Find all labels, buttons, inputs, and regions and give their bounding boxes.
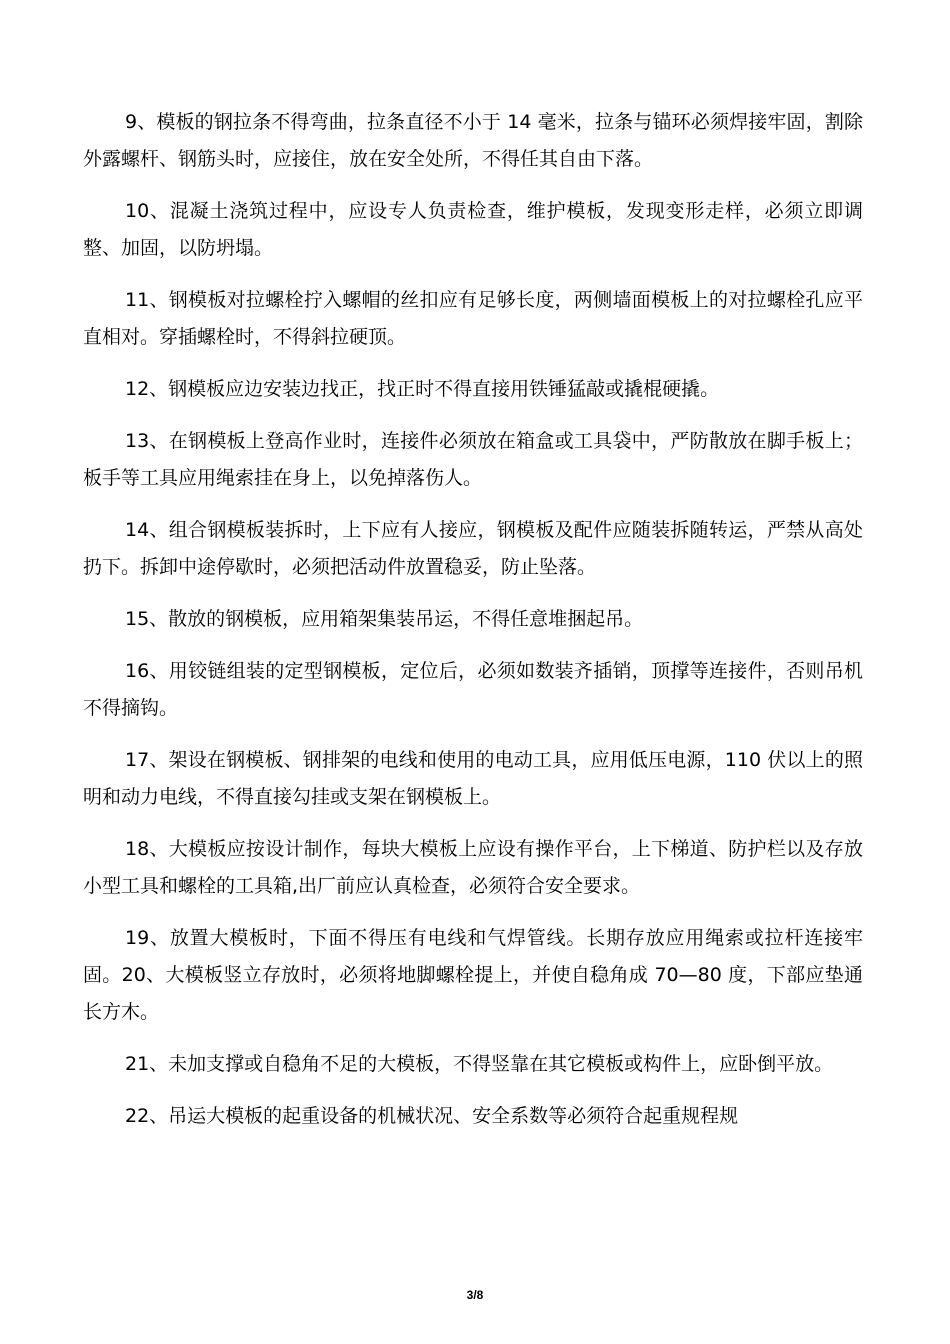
paragraph-18: 18、大模板应按设计制作，每块大模板上应设有操作平台，上下梯道、防护栏以及存放小型工具和螺栓的工具箱,出厂前应认真检查，必须符合安全要求。 (83, 838, 863, 897)
paragraph-9: 9、模板的钢拉条不得弯曲，拉条直径不小于 14 毫米，拉条与锚环必须焊接牢固，割除外露螺杆、钢筋头时，应接住，放在安全处所，不得任其自由下落。 (83, 111, 863, 170)
document-body (83, 104, 863, 1150)
paragraph-11: 11、钢模板对拉螺栓拧入螺帽的丝扣应有足够长度，两侧墙面模板上的对拉螺栓孔应平直相对。穿插螺栓时，不得斜拉硬顶。 (83, 289, 863, 348)
paragraph-21: 21、未加支撑或自稳角不足的大模板，不得竖靠在其它模板或构件上，应卧倒平放。 (125, 1053, 834, 1075)
paragraph-19-20: 19、放置大模板时，下面不得压有电线和气焊管线。长期存放应用绳索或拉杆连接牢固。20、大模板竖立存放时，必须将地脚螺栓提上，并使自稳角成 70—80 度，下部应垫通长方木。 (83, 927, 863, 1023)
paragraph-12: 12、钢模板应边安装边找正，找正时不得直接用铁锤猛敲或撬棍硬撬。 (125, 378, 720, 400)
paragraph-16: 16、用铰链组装的定型钢模板，定位后，必须如数装齐插销，顶撑等连接件，否则吊机不得摘钩。 (83, 660, 863, 719)
paragraph-14: 14、组合钢模板装拆时，上下应有人接应，钢模板及配件应随装拆随转运，严禁从高处扔下。拆卸中途停歇时，必须把活动件放置稳妥，防止坠落。 (83, 519, 863, 578)
paragraph-17: 17、架设在钢模板、钢排架的电线和使用的电动工具，应用低压电源，110 伏以上的照明和动力电线，不得直接勾挂或支架在钢模板上。 (83, 749, 863, 808)
paragraph-10: 10、混凝土浇筑过程中，应设专人负责检查，维护模板，发现变形走样，必须立即调整、加固，以防坍塌。 (83, 200, 863, 259)
paragraph-13: 13、在钢模板上登高作业时，连接件必须放在箱盒或工具袋中，严防散放在脚手板上；板手等工具应用绳索挂在身上，以免掉落伤人。 (83, 430, 863, 489)
paragraph-22: 22、吊运大模板的起重设备的机械状况、安全系数等必须符合起重规程规 (125, 1105, 739, 1127)
page-number: 3/8 (466, 1288, 484, 1302)
paragraph-15: 15、散放的钢模板，应用箱架集装吊运，不得任意堆捆起吊。 (125, 608, 644, 630)
